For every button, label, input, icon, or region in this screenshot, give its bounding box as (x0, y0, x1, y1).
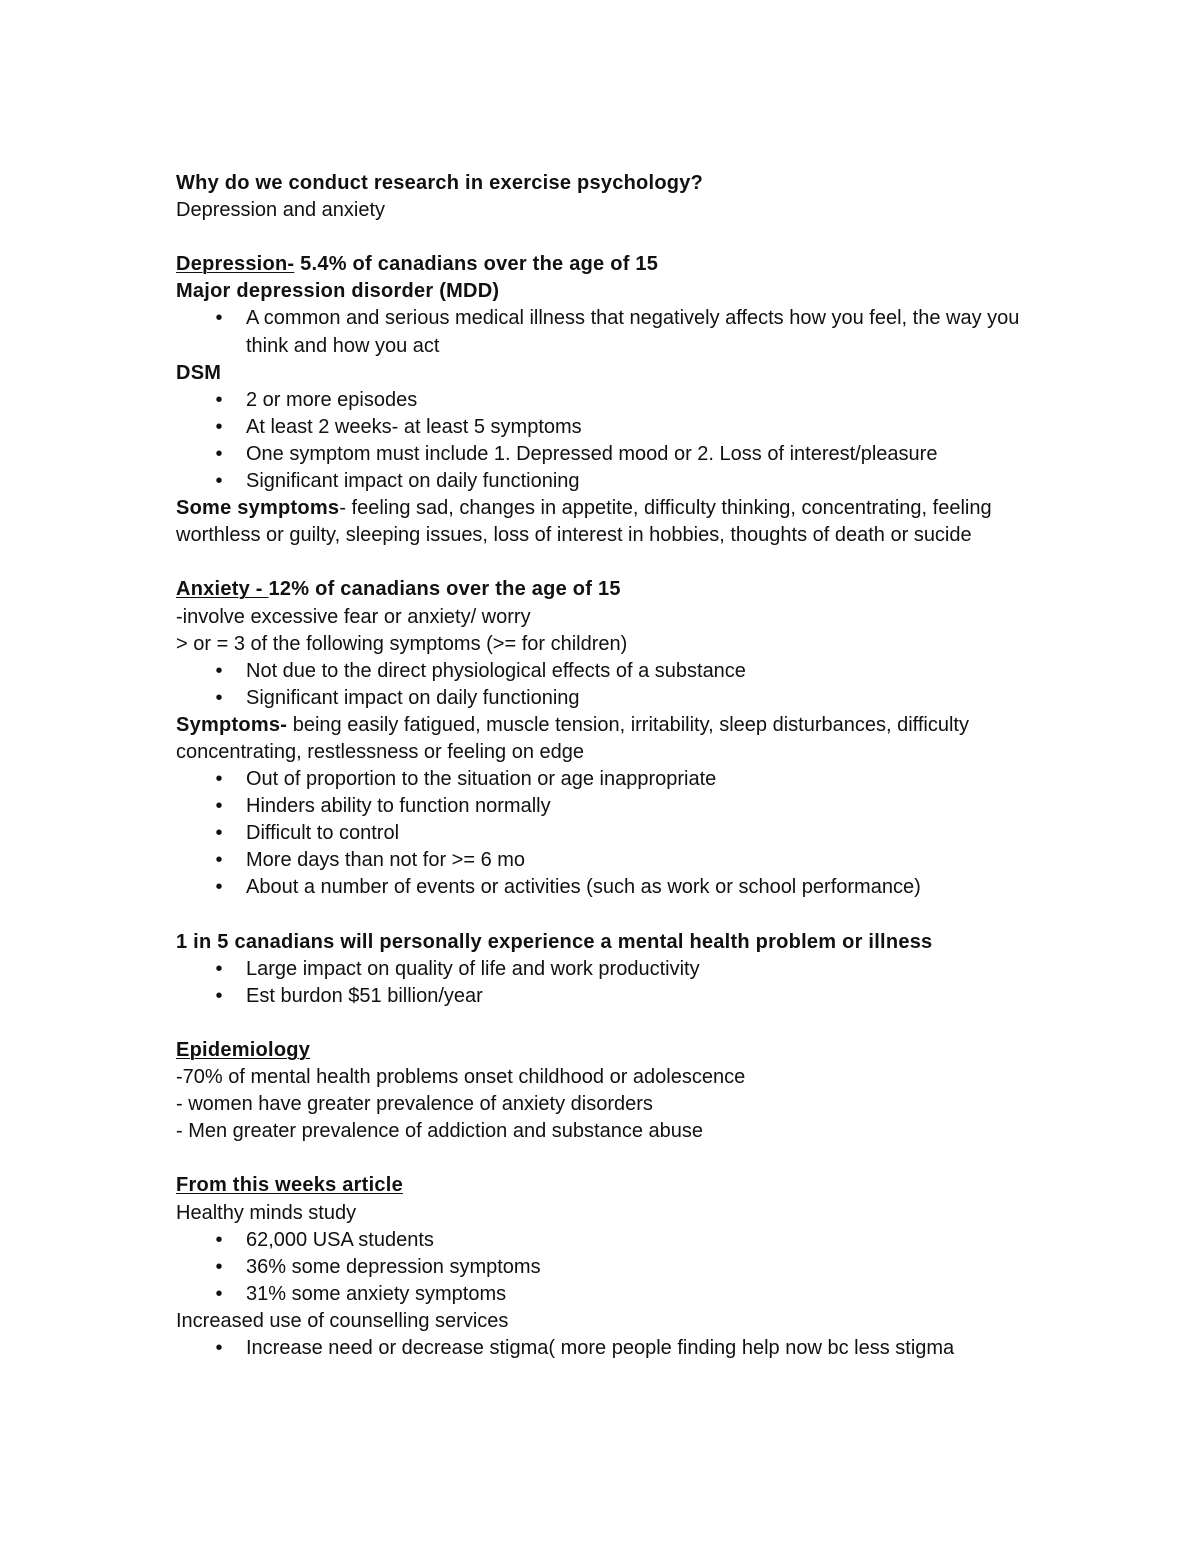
bullet-icon: • (215, 957, 223, 980)
list-item (176, 983, 1056, 1010)
list-item-text: 36% some depression symptoms (246, 1255, 541, 1278)
anxiety-symptoms-label: Symptoms- (176, 713, 288, 736)
list-item-text: Not due to the direct physiological effects of a substance (246, 659, 746, 682)
list-item (176, 1281, 1056, 1308)
mental-health-heading: 1 in 5 canadians will personally experience a mental health problem or illness (176, 930, 933, 953)
epidemiology-heading: Epidemiology (176, 1039, 311, 1061)
anxiety-line: -involve excessive fear or anxiety/ worry (176, 605, 531, 628)
dsm-title: DSM (176, 361, 222, 384)
list-item (176, 414, 1056, 441)
depression-symptoms-paragraph (176, 495, 1056, 549)
bullet-icon: • (215, 768, 223, 791)
article-heading-line (176, 1172, 1056, 1199)
depression-symptoms-text: - feeling sad, changes in appetite, difficulty thinking, concentrating, feeling worthless or guilty, sleeping issues, loss of interest in hobbies, thoughts of death or sucide (176, 497, 992, 547)
anxiety-stat: 12% of canadians over the age of 15 (268, 578, 621, 601)
bullet-icon: • (215, 822, 223, 845)
list-item (176, 387, 1056, 414)
list-item-text: Out of proportion to the situation or age inappropriate (246, 768, 717, 791)
list-item (176, 1254, 1056, 1281)
bullet-icon: • (215, 307, 223, 330)
bullet-icon: • (215, 876, 223, 899)
bullet-icon: • (215, 388, 223, 411)
spacer (176, 549, 1056, 576)
intro-answer: Depression and anxiety (176, 199, 386, 222)
list-item (176, 305, 1056, 359)
list-item-text: Est burdon $51 billion/year (246, 984, 483, 1007)
article-counselling: Increased use of counselling services (176, 1309, 509, 1332)
bullet-icon: • (215, 686, 223, 709)
list-item-text: More days than not for >= 6 mo (246, 849, 526, 872)
bullet-icon: • (215, 415, 223, 438)
list-item (176, 468, 1056, 495)
list-item (176, 1227, 1056, 1254)
bullet-icon: • (215, 984, 223, 1007)
list-item-text: 62,000 USA students (246, 1228, 434, 1251)
spacer (176, 1145, 1056, 1172)
anxiety-heading-line (176, 576, 1056, 603)
anxiety-symptoms-text: being easily fatigued, muscle tension, irritability, sleep disturbances, difficulty concentrating, restlessness or feeling on edge (176, 713, 969, 763)
bullet-icon: • (215, 1337, 223, 1360)
list-item-text: Difficult to control (246, 822, 400, 845)
bullet-icon: • (215, 659, 223, 682)
article-heading: From this weeks article (176, 1174, 403, 1197)
bullet-icon: • (215, 442, 223, 465)
list-item-text: At least 2 weeks- at least 5 symptoms (246, 415, 582, 438)
mdd-title: Major depression disorder (MDD) (176, 280, 500, 303)
list-item (176, 685, 1056, 712)
epidemiology-heading-line (176, 1037, 1056, 1064)
epidemiology-line: - women have greater prevalence of anxiety disorders (176, 1093, 653, 1116)
bullet-icon: • (215, 1255, 223, 1278)
list-item (176, 766, 1056, 793)
list-item (176, 441, 1056, 468)
list-item (176, 956, 1056, 983)
list-item-text: 31% some anxiety symptoms (246, 1282, 507, 1305)
epidemiology-line: - Men greater prevalence of addiction and substance abuse (176, 1120, 704, 1143)
spacer (176, 224, 1056, 251)
spacer (176, 902, 1056, 929)
list-item (176, 658, 1056, 685)
list-item (176, 1335, 1056, 1362)
list-item-text: Significant impact on daily functioning (246, 686, 580, 709)
bullet-icon: • (215, 470, 223, 493)
list-item (176, 820, 1056, 847)
bullet-icon: • (215, 849, 223, 872)
bullet-icon: • (215, 1228, 223, 1251)
list-item-text: A common and serious medical illness that negatively affects how you feel, the way you think and how you act (246, 307, 1020, 357)
bullet-icon: • (215, 1282, 223, 1305)
list-item (176, 847, 1056, 874)
anxiety-line: > or = 3 of the following symptoms (>= for children) (176, 632, 628, 655)
depression-heading-line (176, 251, 1056, 278)
anxiety-heading: Anxiety - (176, 578, 269, 601)
bullet-icon: • (215, 795, 223, 818)
list-item-text: 2 or more episodes (246, 388, 418, 411)
list-item (176, 874, 1056, 901)
depression-symptoms-label: Some symptoms (176, 497, 340, 520)
document-page (176, 170, 1056, 1362)
intro-question: Why do we conduct research in exercise psychology? (176, 172, 704, 194)
list-item-text: About a number of events or activities (such as work or school performance) (246, 876, 921, 899)
epidemiology-line: -70% of mental health problems onset childhood or adolescence (176, 1066, 746, 1089)
list-item-text: One symptom must include 1. Depressed mood or 2. Loss of interest/pleasure (246, 442, 938, 465)
depression-stat: 5.4% of canadians over the age of 15 (294, 253, 659, 276)
depression-heading: Depression- (176, 253, 295, 276)
list-item-text: Significant impact on daily functioning (246, 470, 580, 493)
spacer (176, 1010, 1056, 1037)
list-item-text: Increase need or decrease stigma( more people finding help now bc less stigma (246, 1337, 955, 1360)
list-item (176, 793, 1056, 820)
anxiety-symptoms-paragraph (176, 712, 976, 766)
article-study: Healthy minds study (176, 1201, 357, 1224)
list-item-text: Hinders ability to function normally (246, 795, 551, 818)
list-item-text: Large impact on quality of life and work productivity (246, 957, 700, 980)
